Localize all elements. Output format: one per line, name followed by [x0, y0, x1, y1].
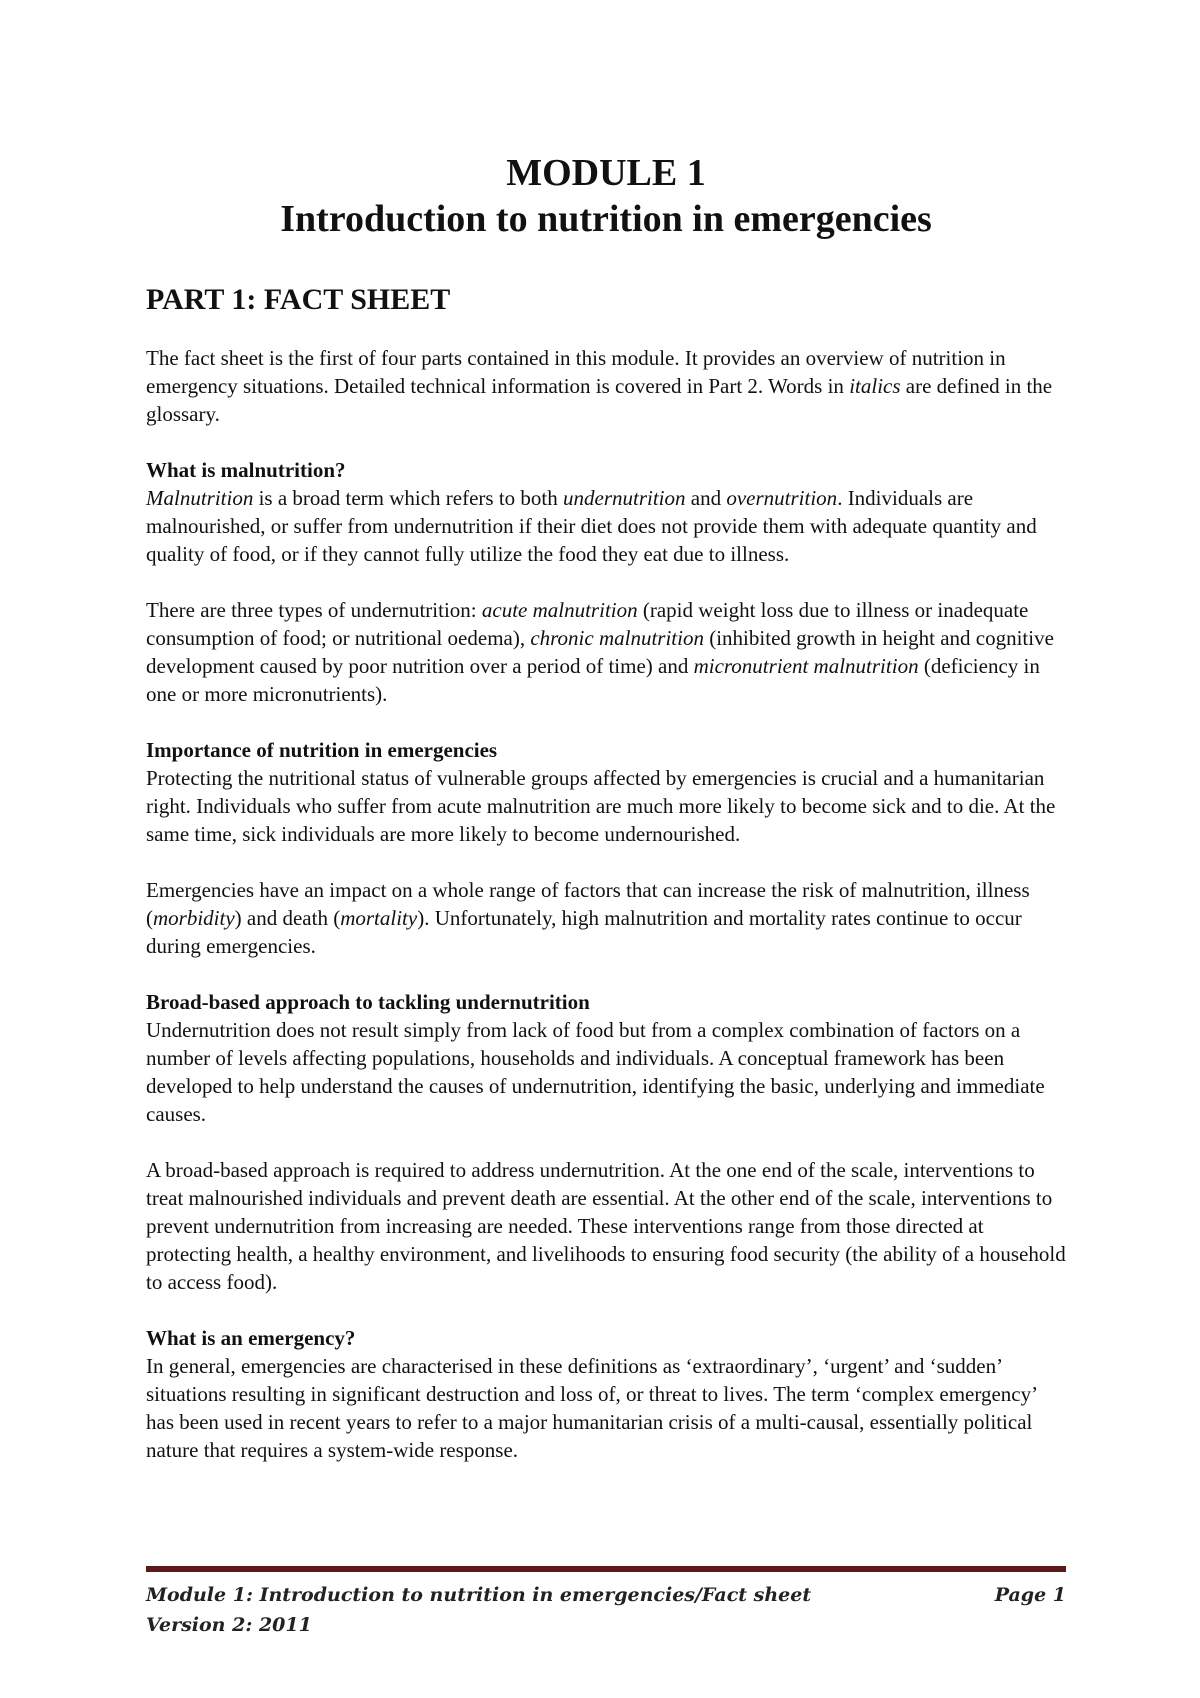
broad-heading: Broad-based approach to tackling undernutrition [146, 990, 590, 1014]
importance-heading: Importance of nutrition in emergencies [146, 738, 498, 762]
glossary-term: undernutrition [563, 486, 686, 510]
intro-paragraph [146, 344, 1066, 428]
body-text: ) and death ( [234, 906, 341, 930]
glossary-term: micronutrient malnutrition [693, 654, 919, 678]
emergency-heading: What is an emergency? [146, 1326, 356, 1350]
body-text: is a broad term which refers to both [253, 486, 564, 510]
broad-paragraph-2 [146, 1156, 1066, 1296]
glossary-term: Malnutrition [146, 486, 254, 510]
body-text: Emergencies have an impact on a whole range of factors that can increase the risk of malnutrition, illness ( [146, 878, 1030, 930]
body-text: Protecting the nutritional status of vulnerable groups affected by emergencies is crucial and a humanitarian right. Individuals who suffer from acute malnutrition are much more likely to become sick and to die. At the same time, sick individuals are more likely to become undernourished. [146, 766, 1056, 846]
module-title: Introduction to nutrition in emergencies [280, 198, 932, 240]
footer-version: Version 2: 2011 [146, 1614, 312, 1636]
body-text: (deficiency in one or more micronutrients). [146, 654, 1040, 706]
footer-page-number: Page 1 [994, 1584, 1066, 1606]
body-text: A broad-based approach is required to address undernutrition. At the one end of the scale, interventions to treat malnourished individuals and prevent death are essential. At the other end of the scale, interventions to prevent undernutrition from increasing are needed. These interventions range from those directed at protecting health, a healthy environment, and livelihoods to ensuring food security (the ability of a household to access food). [146, 1158, 1066, 1294]
page-footer [146, 1580, 1066, 1640]
body-text: (rapid weight loss due to illness or inadequate consumption of food; or nutritional oedema), [146, 598, 1029, 650]
footer-document-title: Module 1: Introduction to nutrition in emergencies/Fact sheet [146, 1584, 812, 1606]
glossary-term: chronic malnutrition [530, 626, 704, 650]
body-text: . Individuals are malnourished, or suffer from undernutrition if their diet does not provide them with adequate quantity and quality of food, or if they cannot fully utilize the food they eat due to illness. [146, 486, 1037, 566]
glossary-term: morbidity [153, 906, 235, 930]
footer-row [146, 1580, 1066, 1610]
malnutrition-paragraph-2 [146, 596, 1066, 708]
emergency-paragraph-1 [146, 1324, 1066, 1464]
malnutrition-heading: What is malnutrition? [146, 458, 346, 482]
importance-body-1 [146, 766, 1055, 846]
glossary-term: acute malnutrition [481, 598, 638, 622]
intro-text-1: The fact sheet is the first of four parts contained in this module. It provides an overview of nutrition in emergency situations. Detailed technical information is covered in Part 2. Words in [146, 346, 1006, 398]
page-content [146, 150, 1066, 1492]
module-number: MODULE 1 [506, 152, 706, 194]
intro-text-2: are defined in the glossary. [146, 374, 1053, 426]
body-text: (inhibited growth in height and cognitive development caused by poor nutrition over a period of time) and [146, 626, 1054, 678]
part-heading: PART 1: FACT SHEET [146, 283, 451, 316]
broad-body-1 [146, 1018, 1045, 1126]
importance-paragraph-2 [146, 876, 1066, 960]
malnutrition-body-1 [146, 486, 1037, 566]
body-text: and [685, 486, 727, 510]
malnutrition-paragraph-1 [146, 456, 1066, 568]
body-text: In general, emergencies are characterised in these definitions as ‘extraordinary’, ‘urgent’ and ‘sudden’ situations resulting in significant destruction and loss of, or threat to lives. The term ‘complex emergency’ has been used in recent years to refer to a major humanitarian crisis of a multi-causal, essentially political nature that requires a system-wide response. [146, 1354, 1037, 1462]
body-text: Undernutrition does not result simply from lack of food but from a complex combination of factors on a number of levels affecting populations, households and individuals. A conceptual framework has been developed to help understand the causes of undernutrition, identifying the basic, underlying and immediate causes. [146, 1018, 1045, 1126]
body-text: ). Unfortunately, high malnutrition and mortality rates continue to occur during emergencies. [146, 906, 1022, 958]
glossary-term: overnutrition [726, 486, 838, 510]
importance-paragraph-1 [146, 736, 1066, 848]
broad-paragraph-1 [146, 988, 1066, 1128]
footer-divider [146, 1566, 1066, 1572]
intro-italic: italics [849, 374, 901, 398]
emergency-body-1 [146, 1354, 1037, 1462]
glossary-term: mortality [340, 906, 418, 930]
body-text: There are three types of undernutrition: [146, 598, 482, 622]
